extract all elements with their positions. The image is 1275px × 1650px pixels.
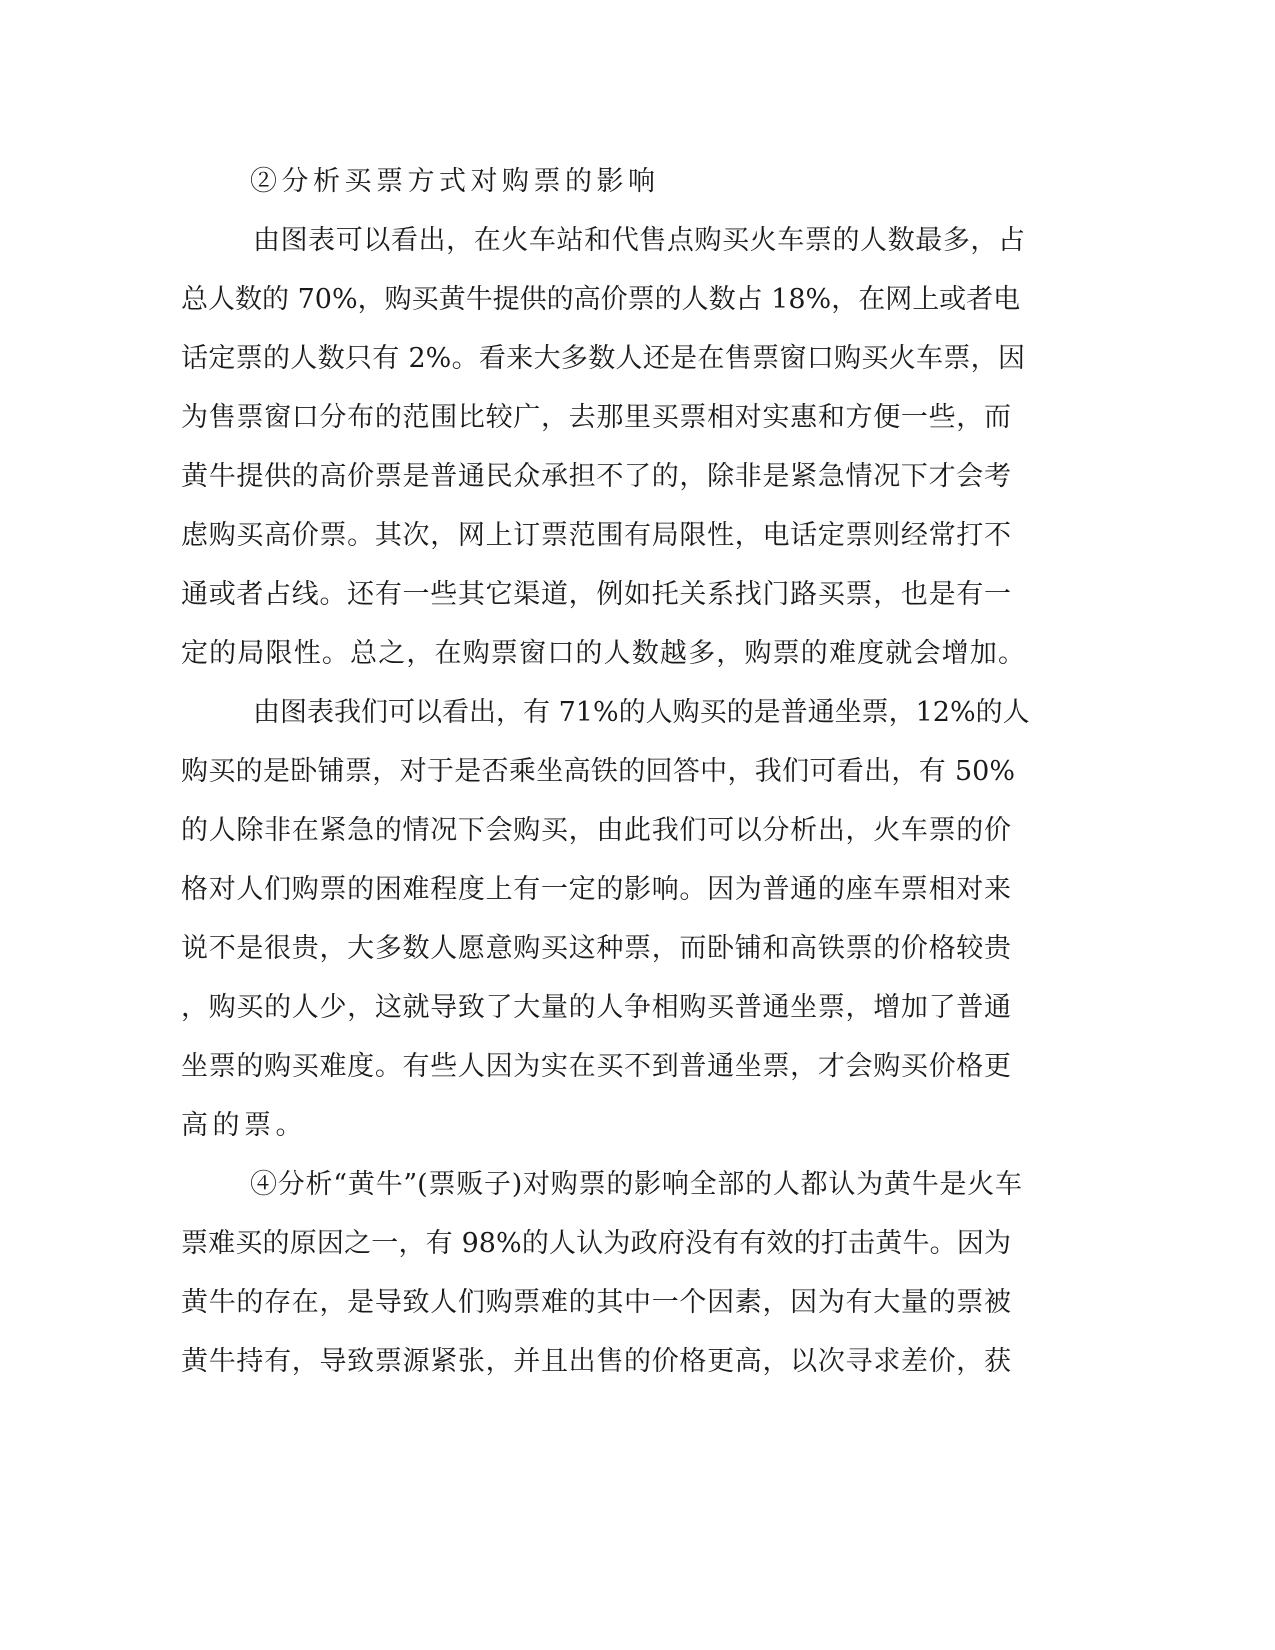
section-heading-purchase-method: ②分析买票方式对购票的影响 [250,166,660,197]
paragraph-line: 由图表可以看出，在火车站和代售点购买火车票的人数最多，占 [253,225,1025,256]
paragraph-line: 票难买的原因之一，有 98%的人认为政府没有有效的打击黄牛。因为 [181,1228,1011,1259]
paragraph-line: 总人数的 70%，购买黄牛提供的高价票的人数占 18%，在网上或者电 [181,284,1021,315]
paragraph-line: ，购买的人少，这就导致了大量的人争相购买普通坐票，增加了普通 [181,992,1011,1023]
paragraph-line: 虑购买高价票。其次，网上订票范围有局限性，电话定票则经常打不 [181,520,1011,551]
paragraph-line: 购买的是卧铺票，对于是否乘坐高铁的回答中，我们可看出，有 50% [181,756,1015,787]
paragraph-line: 由图表我们可以看出，有 71%的人购买的是普通坐票，12%的人 [253,697,1030,728]
paragraph-line: 黄牛提供的高价票是普通民众承担不了的，除非是紧急情况下才会考 [181,461,1011,492]
paragraph-line: 为售票窗口分布的范围比较广，去那里买票相对实惠和方便一些，而 [181,402,1011,433]
paragraph-line: 黄牛持有，导致票源紧张，并且出售的价格更高，以次寻求差价，获 [181,1346,1011,1377]
paragraph-line: 说不是很贵，大多数人愿意购买这种票，而卧铺和高铁票的价格较贵 [181,933,1011,964]
paragraph-line: 坐票的购买难度。有些人因为实在买不到普通坐票，才会购买价格更 [181,1051,1011,1082]
paragraph-line: 通或者占线。还有一些其它渠道，例如托关系找门路买票，也是有一 [181,579,1011,610]
paragraph-line: 定的局限性。总之，在购票窗口的人数越多，购票的难度就会增加。 [181,638,1025,669]
paragraph-line: 的人除非在紧急的情况下会购买，由此我们可以分析出，火车票的价 [181,815,1011,846]
paragraph-line: 话定票的人数只有 2%。看来大多数人还是在售票窗口购买火车票，因 [181,343,1025,374]
paragraph-line: 高的票。 [181,1110,307,1141]
paragraph-line: 黄牛的存在，是导致人们购票难的其中一个因素，因为有大量的票被 [181,1287,1011,1318]
paragraph-line: 格对人们购票的困难程度上有一定的影响。因为普通的座车票相对来 [181,874,1011,905]
section-heading-scalpers: ④分析“黄牛”(票贩子)对购票的影响全部的人都认为黄牛是火车 [250,1169,1022,1200]
